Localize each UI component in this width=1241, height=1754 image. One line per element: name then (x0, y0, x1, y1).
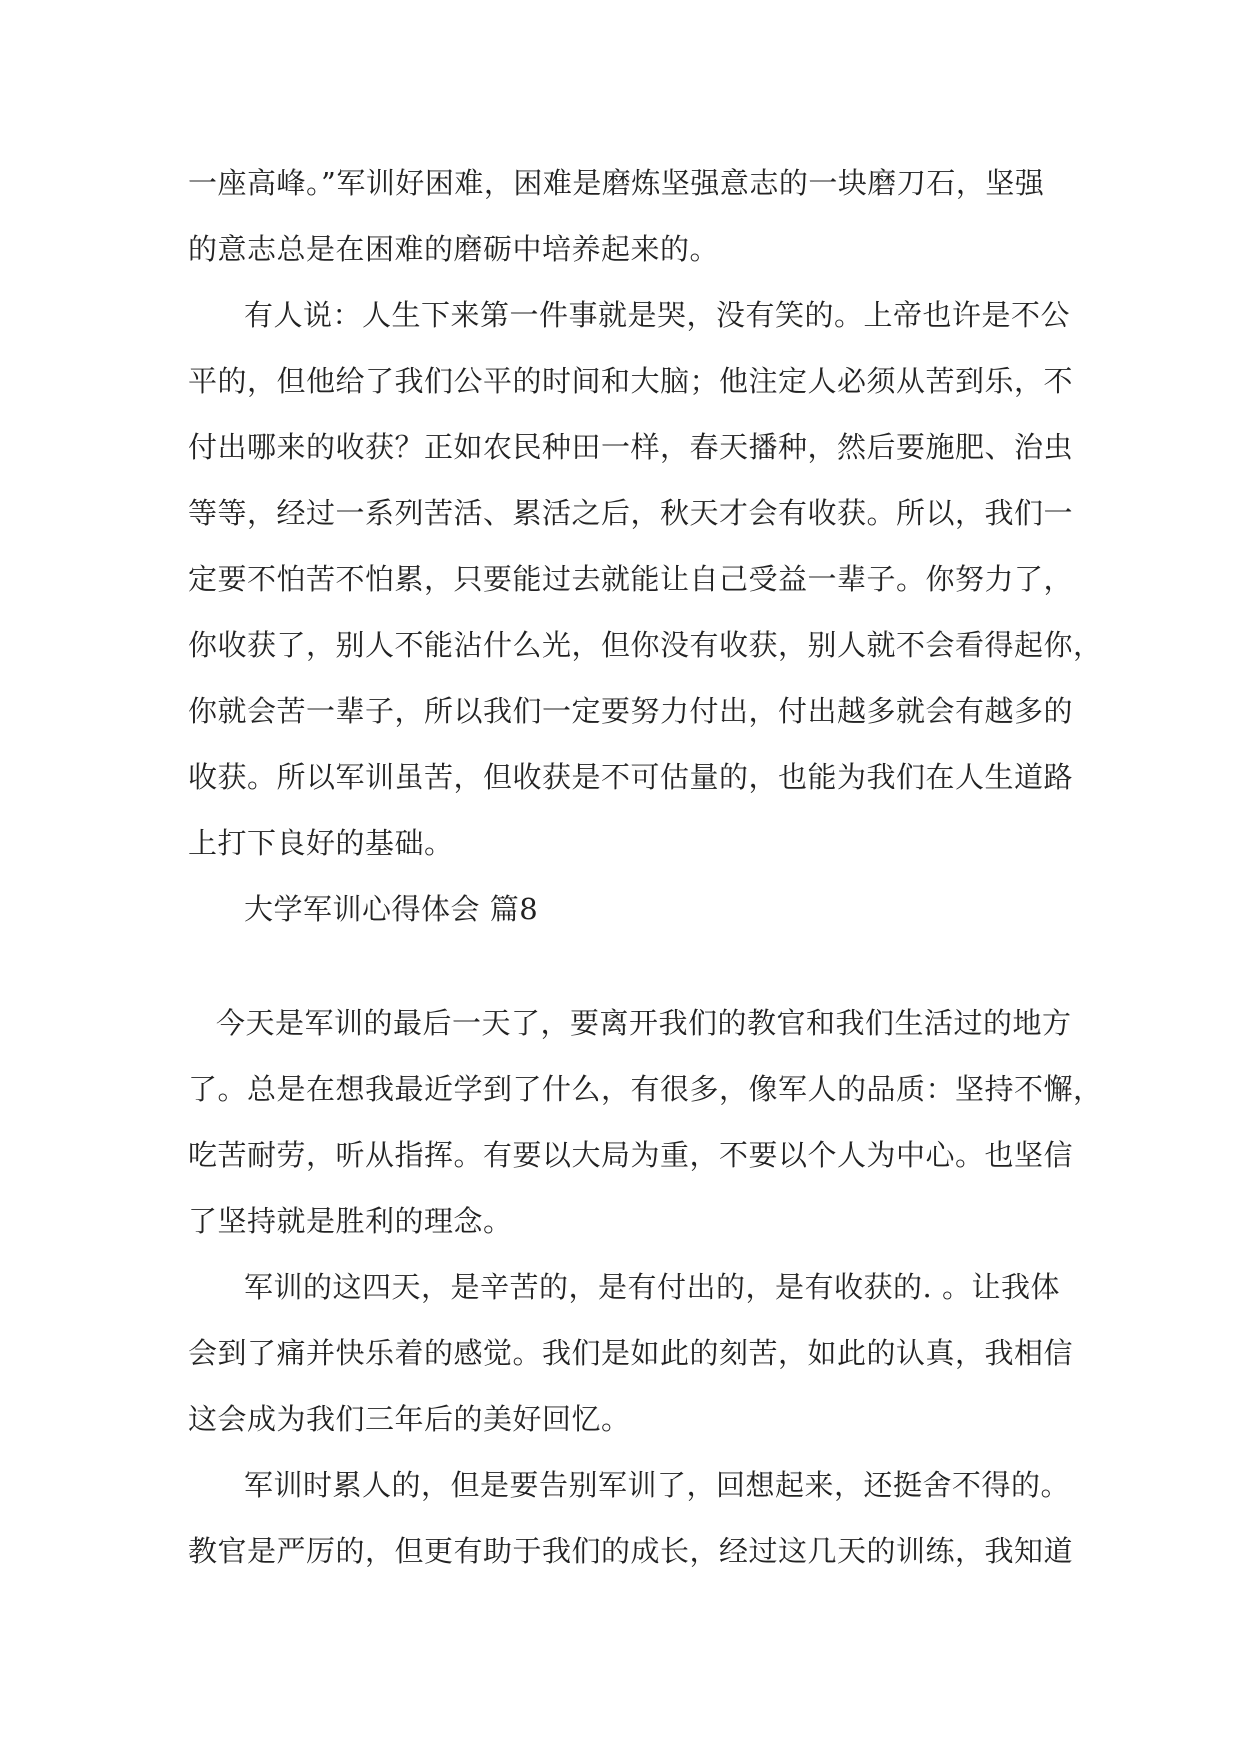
section-heading: 大学军训心得体会 篇8 (244, 892, 539, 926)
text-line: 上打下良好的基础。 (188, 826, 454, 860)
text-line: 定要不怕苦不怕累，只要能过去就能让自己受益一辈子。你努力了， (188, 562, 1074, 596)
text-line: 军训时累人的，但是要告别军训了，回想起来，还挺舍不得的。 (244, 1468, 1071, 1502)
text-line: 的意志总是在困难的磨砺中培养起来的。 (188, 232, 720, 266)
text-line: 这会成为我们三年后的美好回忆。 (188, 1402, 631, 1436)
text-line: 等等，经过一系列苦活、累活之后，秋天才会有收获。所以，我们一 (188, 496, 1074, 530)
text-line: 了坚持就是胜利的理念。 (188, 1204, 513, 1238)
text-line: 你就会苦一辈子，所以我们一定要努力付出，付出越多就会有越多的 (188, 694, 1074, 728)
text-line: 有人说：人生下来第一件事就是哭，没有笑的。上帝也许是不公 (244, 298, 1071, 332)
text-line: 教官是严厉的，但更有助于我们的成长，经过这几天的训练，我知道 (188, 1534, 1074, 1568)
text-line: 收获。所以军训虽苦，但收获是不可估量的，也能为我们在人生道路 (188, 760, 1074, 794)
text-line: 吃苦耐劳，听从指挥。有要以大局为重，不要以个人为中心。也坚信 (188, 1138, 1074, 1172)
text-line: 会到了痛并快乐着的感觉。我们是如此的刻苦，如此的认真，我相信 (188, 1336, 1074, 1370)
text-line: 你收获了，别人不能沾什么光，但你没有收获，别人就不会看得起你， (188, 628, 1103, 662)
text-line: 平的，但他给了我们公平的时间和大脑；他注定人必须从苦到乐，不 (188, 364, 1074, 398)
text-line: 付出哪来的收获？正如农民种田一样，春天播种，然后要施肥、治虫 (188, 430, 1074, 464)
text-line: 军训的这四天，是辛苦的，是有付出的，是有收获的. 。让我体 (244, 1270, 1060, 1304)
text-line: 了。总是在想我最近学到了什么，有很多，像军人的品质：坚持不懈， (188, 1072, 1103, 1106)
text-line: 一座高峰。”军训好困难，困难是磨炼坚强意志的一块磨刀石，坚强 (188, 166, 1045, 200)
text-line: 今天是军训的最后一天了，要离开我们的教官和我们生活过的地方 (216, 1006, 1072, 1040)
